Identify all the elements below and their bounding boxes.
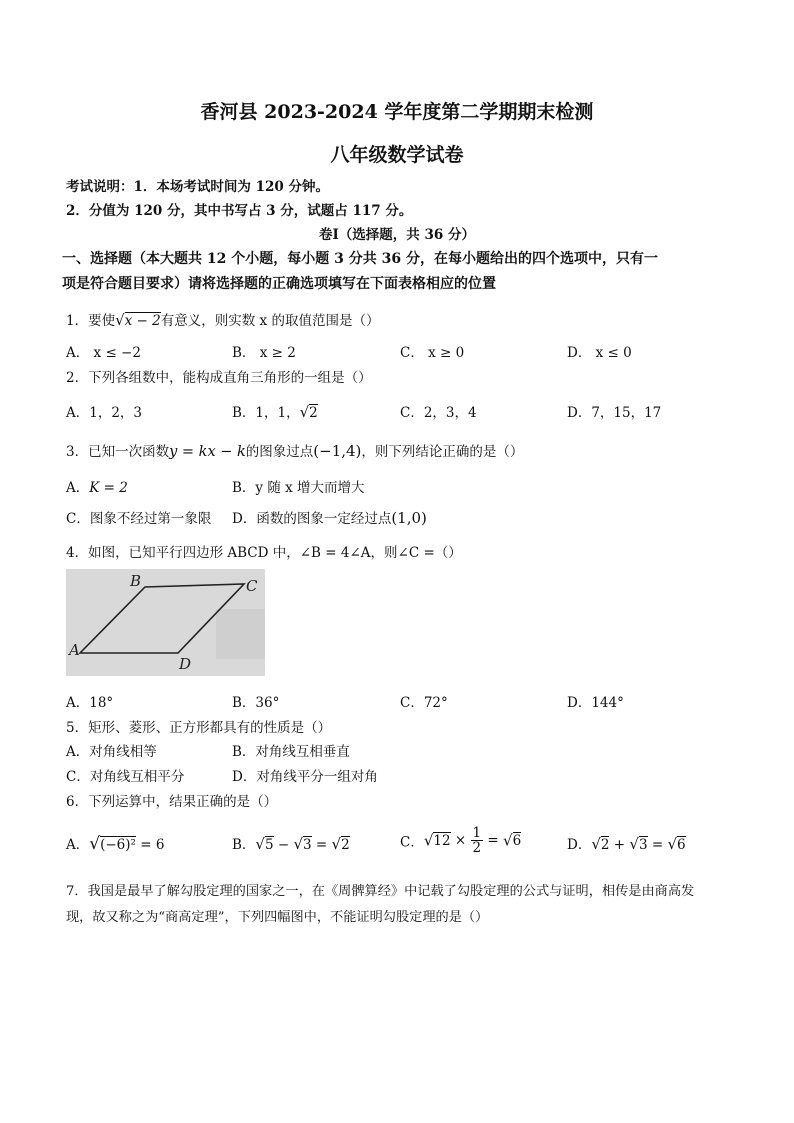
q3-suffix: ，则下列结论正确的是（）: [361, 444, 524, 460]
q6-option-b-radicand-1: 5: [264, 837, 274, 853]
q2-option-b-prefix: B．1，1，: [232, 405, 300, 421]
q6-option-a-label: A．: [66, 837, 90, 853]
q6-option-b: [232, 833, 350, 853]
question-4-stem: 4．如图，已知平行四边形 ABCD 中，∠B = 4∠A，则∠C =（）: [66, 545, 462, 561]
q6-option-c-fraction: [471, 826, 484, 855]
q6-option-d-radicand-1: 2: [600, 837, 610, 853]
q6-option-c-radicand-2: 6: [512, 832, 522, 849]
parallelogram-figure: [66, 569, 265, 676]
sqrt-sign: √: [629, 835, 639, 853]
q6-option-b-radicand-2: 3: [303, 837, 312, 853]
q5-option-d: D．对角线平分一组对角: [232, 769, 378, 785]
q6-option-d-equals: =: [647, 837, 668, 853]
vertex-label-b: B: [130, 572, 142, 590]
q3-point: (−1,4): [313, 442, 362, 460]
page-subtitle: 八年级数学试卷: [330, 144, 464, 166]
fraction-denominator: 2: [472, 840, 482, 857]
q6-option-b-label: B．: [232, 837, 256, 853]
vertex-label-c: C: [246, 577, 258, 595]
q6-option-d-radicand-3: 6: [677, 837, 686, 853]
question-7-line1: 7．我国是最早了解勾股定理的国家之一，在《周髀算经》中记载了勾股定理的公式与证明，相传是由商高发: [66, 884, 695, 899]
q6-option-d: [567, 833, 686, 853]
vertex-label-a: A: [69, 641, 80, 659]
q1-prefix: 1．要使: [66, 313, 116, 329]
q4-option-a: A．18°: [66, 695, 114, 711]
q3-option-d-point: (1,0): [391, 509, 427, 527]
q6-option-d-operator: +: [609, 837, 630, 853]
q2-option-c: C．2，3，4: [400, 405, 477, 421]
q6-option-c-equals: =: [483, 832, 503, 849]
q6-option-a-radicand: (−6)²: [100, 837, 136, 853]
sqrt-sign: √: [293, 835, 304, 853]
q6-option-d-radicand-2: 3: [638, 837, 648, 853]
q3-option-b: B．y 随 x 增大而增大: [232, 480, 365, 496]
q5-option-c: C．对角线互相平分: [66, 769, 185, 785]
q2-option-d: D．7，15，17: [567, 405, 662, 421]
q6-option-a: [66, 833, 164, 854]
vertex-label-d: D: [179, 655, 192, 673]
sqrt-sign: √: [331, 835, 342, 853]
sqrt-sign: √: [423, 831, 434, 850]
sqrt-sign: √: [503, 831, 513, 850]
q2-option-a: A．1，2，3: [66, 405, 143, 421]
question-7-line2: 现，故又称之为“商高定理”，下列四幅图中，不能证明勾股定理的是（）: [66, 910, 489, 925]
q3-option-a-expr: K = 2: [89, 480, 128, 496]
fraction-numerator: 1: [472, 825, 482, 841]
q6-option-b-radicand-3: 2: [341, 837, 350, 853]
instructions-line2: 2．分值为 120 分，其中书写占 3 分，试题占 117 分。: [66, 203, 413, 219]
instructions-line1: 考试说明：1．本场考试时间为 120 分钟。: [66, 179, 329, 195]
q2-option-b: [232, 401, 318, 421]
sqrt-sign: √: [115, 311, 125, 329]
q6-option-c-operator: ×: [450, 832, 471, 849]
q6-option-b-operator: −: [273, 837, 294, 853]
q1-option-c: C． x ≥ 0: [400, 345, 465, 361]
question-3-stem: [66, 440, 523, 460]
parallelogram-svg: [66, 569, 265, 676]
q6-option-c-radicand-1: 12: [433, 832, 451, 849]
sqrt-sign: √: [591, 835, 601, 853]
q3-prefix: 3．已知一次函数: [66, 444, 170, 460]
q1-option-a: A． x ≤ −2: [66, 345, 141, 361]
question-5-stem: 5．矩形、菱形、正方形都具有的性质是（）: [66, 720, 332, 736]
page-title: 香河县 2023-2024 学年度第二学期期末检测: [200, 101, 594, 123]
figure-shadow: [216, 609, 265, 659]
question-1-stem: [66, 309, 379, 329]
section-intro-line1: 一、选择题（本大题共 12 个小题，每小题 3 分共 36 分，在每小题给出的四个选项中，只有一: [62, 251, 658, 267]
q6-option-c-label: C．: [400, 834, 424, 851]
q6-option-d-label: D．: [567, 837, 592, 853]
q4-option-b: B．36°: [232, 695, 280, 711]
q5-option-a: A．对角线相等: [66, 744, 157, 760]
q6-option-c: [400, 826, 521, 855]
question-2-stem: 2．下列各组数中，能构成直角三角形的一组是（）: [66, 370, 372, 386]
q1-option-b: B． x ≥ 2: [232, 345, 296, 361]
sqrt-sign: √: [89, 834, 101, 854]
q3-option-d-prefix: D．函数的图象一定经过点: [232, 511, 392, 527]
question-6-stem: 6．下列运算中，结果正确的是（）: [66, 794, 278, 810]
q3-option-c: C．图象不经过第一象限: [66, 511, 212, 527]
q3-mid: 的图象过点: [245, 444, 314, 460]
q3-option-a: [66, 476, 128, 496]
q3-function: y = kx − k: [169, 444, 246, 460]
q3-option-a-label: A．: [66, 480, 90, 496]
q4-option-d: D．144°: [567, 695, 624, 711]
q1-suffix: 有意义，则实数 x 的取值范围是（）: [160, 313, 380, 329]
sqrt-sign: √: [667, 835, 678, 853]
q6-option-a-rest: = 6: [135, 837, 165, 853]
sqrt-sign: √: [255, 835, 265, 853]
q2-option-b-radicand: 2: [309, 405, 318, 421]
q3-option-d: [232, 507, 427, 527]
q1-option-d: D． x ≤ 0: [567, 345, 632, 361]
section-intro-line2: 项是符合题目要求）请将选择题的正确选项填写在下面表格相应的位置: [62, 276, 496, 292]
q1-radicand: x − 2: [124, 313, 161, 329]
volume-heading: 卷Ⅰ（选择题，共 36 分）: [318, 227, 475, 243]
q6-option-b-equals: =: [311, 837, 332, 853]
sqrt-sign: √: [299, 403, 310, 421]
q4-option-c: C．72°: [400, 695, 448, 711]
q5-option-b: B．对角线互相垂直: [232, 744, 350, 760]
